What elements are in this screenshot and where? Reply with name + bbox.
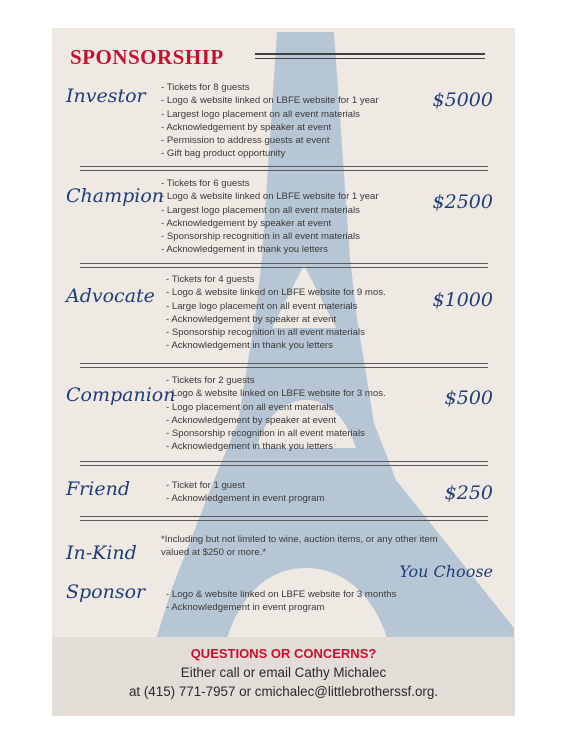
tier-name-line2: Sponsor [66, 581, 146, 603]
contact-heading: QUESTIONS OR CONCERNS? [190, 646, 377, 661]
tier-price: $1000 [432, 289, 493, 311]
tier-price: $500 [444, 387, 493, 409]
tier-price: $2500 [432, 191, 493, 213]
benefit-item: - Tickets for 6 guests [161, 177, 379, 190]
section-divider [80, 516, 488, 522]
benefit-list [161, 177, 379, 257]
benefit-item: - Tickets for 2 guests [166, 374, 386, 387]
benefit-item: - Acknowledgement by speaker at event [166, 313, 386, 326]
tier-price: $250 [444, 482, 493, 504]
benefit-list [166, 374, 386, 454]
tier-price: $5000 [432, 89, 493, 111]
benefit-item: - Acknowledgement in thank you letters [166, 440, 386, 453]
inkind-note: *Including but not limited to wine, auction items, or any other item valued at $250 or more.* [161, 534, 438, 559]
benefit-list [166, 479, 324, 506]
benefit-item: - Logo & website linked on LBFE website for 3 mos. [166, 387, 386, 400]
section-divider [80, 363, 488, 369]
benefit-item: - Tickets for 8 guests [161, 81, 379, 94]
contact-box [52, 637, 515, 716]
benefit-item: - Acknowledgement in event program [166, 492, 324, 505]
benefit-item: - Large logo placement on all event materials [166, 300, 386, 313]
tier-name: Companion [66, 384, 176, 406]
benefit-item: - Sponsorship recognition in all event materials [166, 326, 386, 339]
tier-name: Friend [66, 478, 130, 500]
benefit-item: - Largest logo placement on all event materials [161, 108, 379, 121]
benefit-item: - Acknowledgement by speaker at event [166, 414, 386, 427]
benefit-item: - Logo & website linked on LBFE website for 3 months [166, 588, 396, 601]
tier-name: Investor [66, 85, 146, 107]
benefit-list [166, 588, 396, 615]
benefit-item: - Acknowledgement in thank you letters [166, 339, 386, 352]
benefit-item: - Sponsorship recognition in all event materials [161, 230, 379, 243]
benefit-item: - Tickets for 4 guests [166, 273, 386, 286]
sponsorship-flyer [52, 28, 515, 716]
tier-name: Advocate [66, 285, 155, 307]
tier-name: Champion [66, 185, 165, 207]
contact-line-2: at (415) 771-7957 or cmichalec@littlebrotherssf.org. [128, 684, 439, 699]
benefit-item: - Acknowledgement in event program [166, 601, 396, 614]
benefit-item: - Gift bag product opportunity [161, 147, 379, 160]
section-divider [80, 166, 488, 172]
benefit-list [166, 273, 386, 353]
benefit-item: - Sponsorship recognition in all event materials [166, 427, 386, 440]
benefit-item: - Logo placement on all event materials [166, 401, 386, 414]
benefit-item: - Logo & website linked on LBFE website for 1 year [161, 94, 379, 107]
benefit-item: - Acknowledgement in thank you letters [161, 243, 379, 256]
title-rule [255, 53, 485, 61]
benefit-item: - Acknowledgement by speaker at event [161, 121, 379, 134]
contact-line-1: Either call or email Cathy Michalec [180, 665, 387, 680]
benefit-item: - Permission to address guests at event [161, 134, 379, 147]
benefit-item: - Acknowledgement by speaker at event [161, 217, 379, 230]
benefit-item: - Ticket for 1 guest [166, 479, 324, 492]
tier-name-line1: In-Kind [66, 542, 137, 564]
benefit-item: - Largest logo placement on all event materials [161, 204, 379, 217]
benefit-list [161, 81, 379, 161]
section-divider [80, 461, 488, 467]
tier-price: You Choose [399, 562, 493, 581]
benefit-item: - Logo & website linked on LBFE website for 9 mos. [166, 286, 386, 299]
benefit-item: - Logo & website linked on LBFE website for 1 year [161, 190, 379, 203]
section-divider [80, 263, 488, 269]
page-title: SPONSORSHIP [70, 45, 224, 69]
